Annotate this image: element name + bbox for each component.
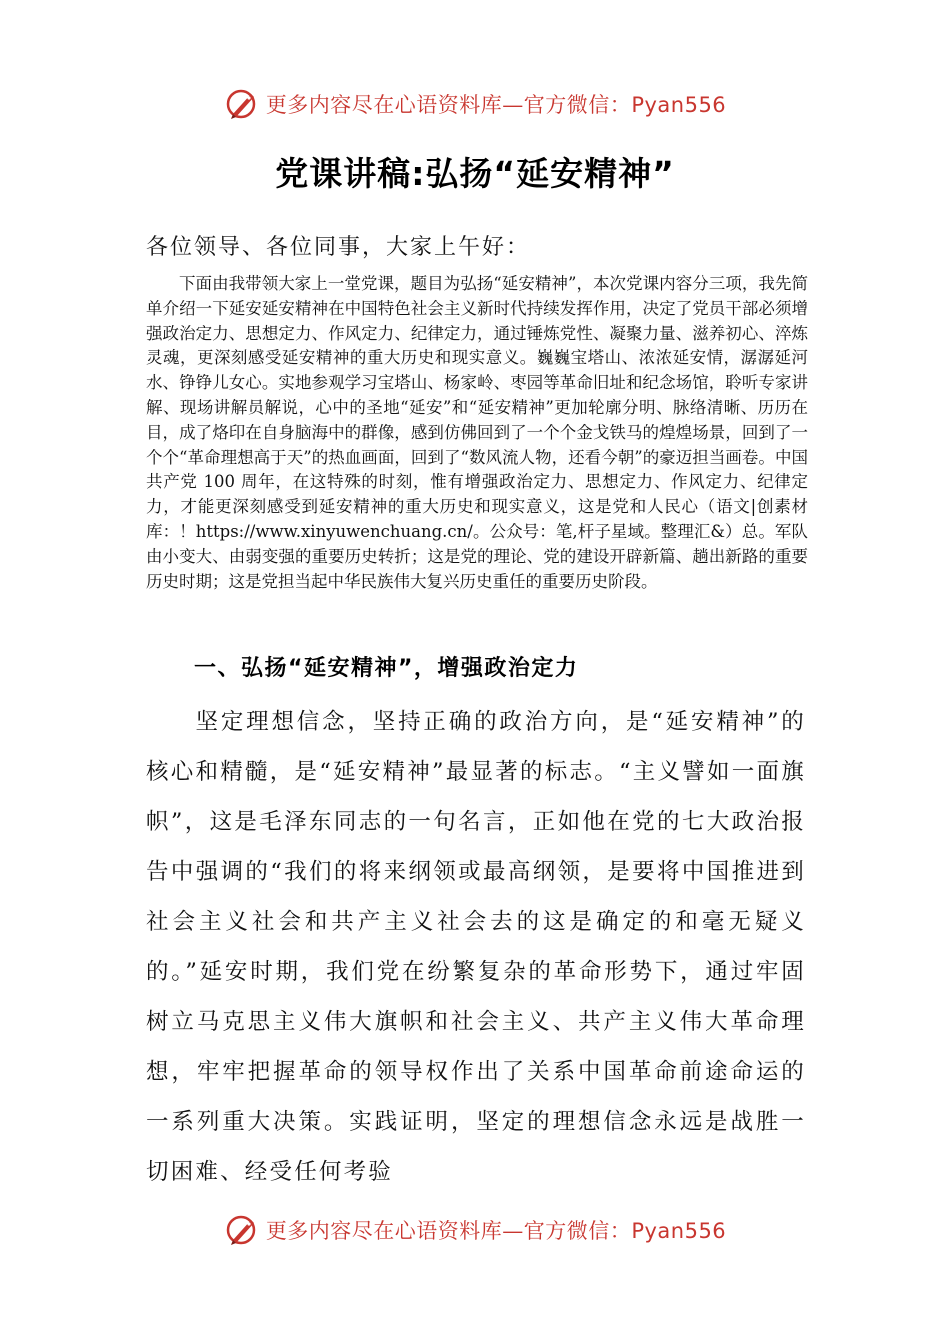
watermark-text: 更多内容尽在心语资料库—官方微信：Pyan556 — [265, 93, 727, 117]
greeting-line: 各位领导、各位同事，大家上午好： — [146, 235, 531, 260]
intro-paragraph: 下面由我带领大家上一堂党课，题目为弘扬“延安精神”，本次党课内容分三项，我先简单介绍一下延安延安精神在中国特色社会主义新时代持续发挥作用，决定了党员干部必须增强政治定力、思想定力、作风定力、纪律定力，通过锤炼党性、凝聚力量、滋养初心、淬炼灵魂，更深刻感受延安精神的重大历史和现实意义。巍巍宝塔山、浓浓延安情，潺潺延河水、铮铮儿女心。实地参观学习宝塔山、杨家岭、枣园等革命旧址和纪念场馆，聆听专家讲解、现场讲解员解说，心中的圣地“延安”和“延安精神”更加轮廓分明、脉络清晰、历历在目，成了烙印在自身脑海中的群像，感到仿佛回到了一个个金戈铁马的煌煌场景，回到了一个个“革命理想高于天”的热血画面，回到了“数风流人物，还看今朝”的豪迈担当画卷。中国共产党 100 周年，在这特殊的时刻，惟有增强政治定力、思想定力、作风定力、纪律定力，才能更深刻感受到延安精神的重大历史和现实意义，这是党和人民心（语文|创素材库：！https://www.xinyuwenchuang.cn/。公众号：笔,杆子星域。整理汇&）总。军队由小变大、由弱变强的重要历史转折；这是党的理论、党的建设开辟新篇、趟出新路的重要历史时期；这是党担当起中华民族伟大复兴历史重任的重要历史阶段。 — [146, 274, 808, 591]
section-1-paragraph: 坚定理想信念，坚持正确的政治方向，是“延安精神”的核心和精髓，是“延安精神”最显著的标志。“主义譬如一面旗帜”，这是毛泽东同志的一句名言，正如他在党的七大政治报告中强调的“我们的将来纲领或最高纲领，是要将中国推进到社会主义社会和共产主义社会去的这是确定的和毫无疑义的。”延安时期，我们党在纷繁复杂的革命形势下，通过牢固树立马克思主义伟大旗帜和社会主义、共产主义伟大革命理想，牢牢把握革命的领导权作出了关系中国革命前途命运的一系列重大决策。实践证明，坚定的理想信念永远是战胜一切困难、经受任何考验 — [146, 709, 806, 1185]
watermark-wechat-id: Pyan556 — [631, 93, 727, 117]
watermark-text: 更多内容尽在心语资料库—官方微信：Pyan556 — [265, 1219, 727, 1243]
document-title: 党课讲稿:弘扬“延安精神” — [275, 154, 675, 193]
header-watermark — [0, 82, 950, 126]
pen-logo-icon — [224, 1212, 260, 1248]
pen-logo-icon — [224, 86, 260, 122]
footer-watermark — [0, 1208, 950, 1252]
watermark-wechat-id: Pyan556 — [631, 1219, 727, 1243]
section-heading-1: 一、弘扬“延安精神”，增强政治定力 — [194, 656, 579, 681]
